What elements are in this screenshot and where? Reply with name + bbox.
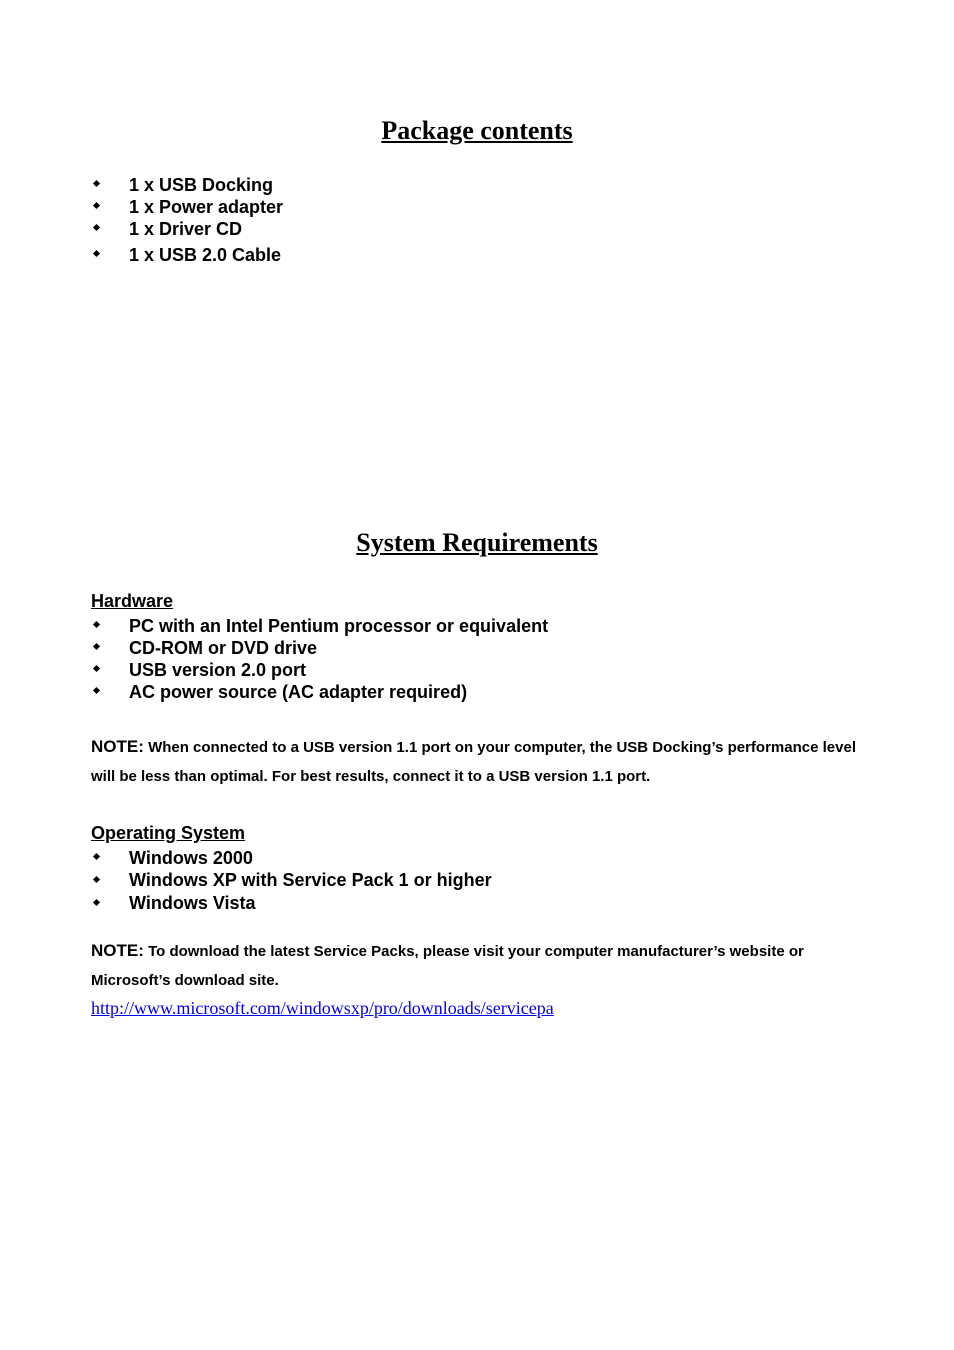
diamond-bullet-icon [93, 665, 100, 672]
list-item: 1 x Driver CD [91, 218, 283, 240]
list-item: USB version 2.0 port [91, 659, 548, 681]
note-label: NOTE: [91, 941, 144, 960]
note-text: When connected to a USB version 1.1 port on your computer, the USB Docking’s performance level will be less than optimal. For best results, connect it to a USB version 1.1 port. [91, 739, 856, 785]
diamond-bullet-icon [93, 621, 100, 628]
hardware-note [91, 732, 881, 791]
diamond-bullet-icon [93, 202, 100, 209]
list-item: Windows 2000 [91, 847, 492, 869]
list-item: 1 x Power adapter [91, 196, 283, 218]
operating-system-note [91, 936, 881, 995]
operating-system-heading: Operating System [91, 823, 246, 843]
note-text: To download the latest Service Packs, please visit your computer manufacturer’s website or Microsoft’s download site. [91, 943, 804, 989]
list-item: Windows XP with Service Pack 1 or higher [91, 869, 492, 892]
list-item: 1 x USB Docking [91, 174, 283, 196]
diamond-bullet-icon [93, 687, 100, 694]
package-contents-heading: Package contents [381, 116, 573, 145]
system-requirements-heading: System Requirements [356, 528, 598, 557]
package-contents-list [91, 174, 283, 270]
diamond-bullet-icon [93, 898, 100, 905]
diamond-bullet-icon [93, 224, 100, 231]
diamond-bullet-icon [93, 853, 100, 860]
diamond-bullet-icon [93, 643, 100, 650]
microsoft-service-pack-link[interactable]: http://www.microsoft.com/windowsxp/pro/downloads/servicepa [91, 998, 554, 1018]
list-item: CD-ROM or DVD drive [91, 637, 548, 659]
diamond-bullet-icon [93, 180, 100, 187]
operating-system-list [91, 847, 492, 915]
list-item: PC with an Intel Pentium processor or equivalent [91, 615, 548, 637]
list-item: Windows Vista [91, 892, 492, 915]
hardware-heading: Hardware [91, 591, 174, 611]
diamond-bullet-icon [93, 250, 100, 257]
list-item: 1 x USB 2.0 Cable [91, 240, 283, 270]
note-label: NOTE: [91, 737, 144, 756]
diamond-bullet-icon [93, 875, 100, 882]
list-item: AC power source (AC adapter required) [91, 681, 548, 703]
hardware-list [91, 615, 548, 703]
